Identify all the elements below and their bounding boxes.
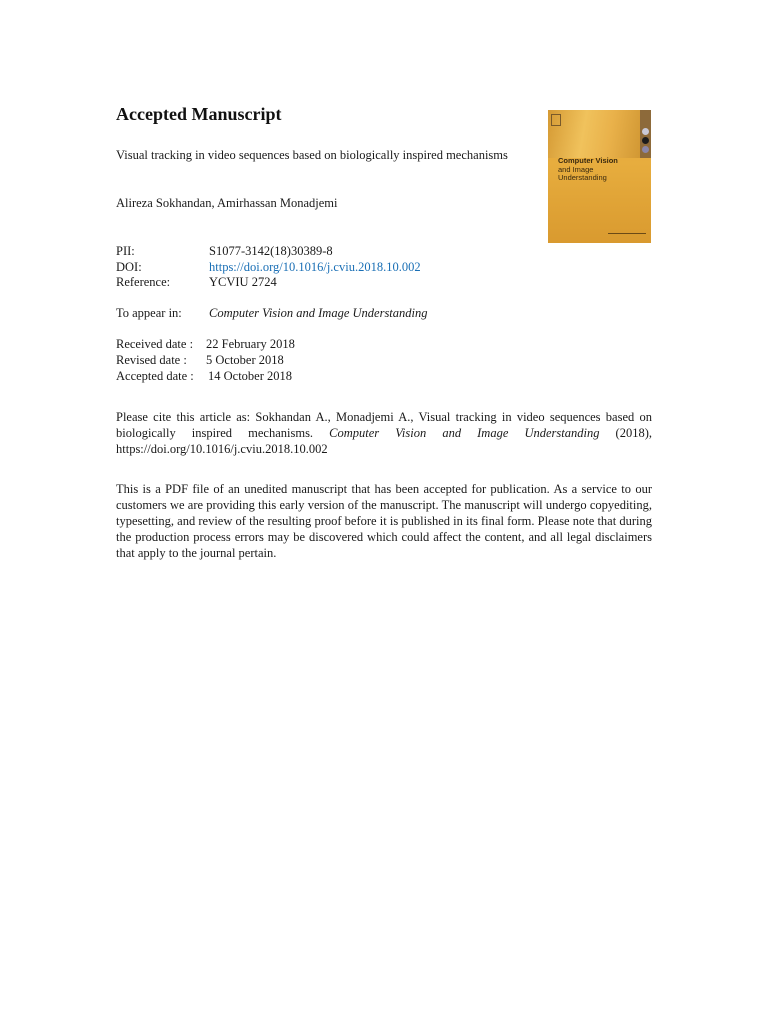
doi-label: DOI: [116, 259, 142, 274]
disclaimer-paragraph: This is a PDF file of an unedited manuscript that has been accepted for publication. As a service to our customers we are providing this early version of the manuscript. The manuscript will undergo copyediting, typesetting, and review of the resulting proof before it is published in its final form. Please note that during the production process errors may be discovered which could affect the content, and all legal disclaimers that apply to the journal pertain. [116, 482, 652, 560]
appear-in-label: To appear in: [116, 306, 182, 320]
dates-block [116, 336, 295, 384]
metadata-block [116, 244, 421, 291]
received-date-row [116, 336, 295, 352]
received-date-label: Received date : [116, 337, 194, 351]
pii-value: S1077-3142(18)30389-8 [209, 244, 333, 258]
article-title: Visual tracking in video sequences based on biologically inspired mechanisms [116, 148, 508, 162]
citation-paragraph [116, 409, 652, 457]
cover-title [558, 157, 638, 183]
citation-journal: Computer Vision and Image Understanding [329, 426, 600, 440]
cover-dot-icon [642, 128, 649, 135]
pii-label: PII: [116, 244, 135, 258]
accepted-date-label: Accepted date : [116, 369, 194, 383]
page-heading: Accepted Manuscript [116, 104, 282, 124]
cover-title-line2: and Image [558, 164, 594, 174]
cover-dot-icon [642, 146, 649, 153]
cover-dot-icon [642, 137, 649, 144]
reference-label: Reference: [116, 275, 171, 289]
revised-date-row [116, 352, 295, 368]
publisher-logo-icon [551, 114, 561, 126]
cover-rule [608, 233, 646, 234]
cover-title-line3: Understanding [558, 173, 607, 182]
pii-row [116, 244, 421, 260]
accepted-date-row [116, 368, 295, 384]
cover-title-line1: Computer Vision [558, 156, 618, 165]
citation-suffix: (2018), https://doi.org/10.1016/j.cviu.2018.10.002 [116, 426, 652, 456]
accepted-date-value: 14 October 2018 [208, 369, 293, 383]
reference-row [116, 275, 421, 291]
article-authors: Alireza Sokhandan, Amirhassan Monadjemi [116, 196, 338, 210]
journal-cover-image [548, 110, 651, 243]
doi-row [116, 260, 421, 276]
revised-date-value: 5 October 2018 [206, 353, 284, 367]
doi-link[interactable]: https://doi.org/10.1016/j.cviu.2018.10.002 [209, 259, 421, 274]
cover-photo-band [548, 110, 651, 158]
citation-prefix: Please cite this article as: Sokhandan A., Monadjemi A., Visual tracking in video sequences based on biologically inspired mechanisms. [116, 410, 652, 440]
journal-name: Computer Vision and Image Understanding [209, 306, 428, 320]
revised-date-label: Revised date : [116, 353, 187, 367]
received-date-value: 22 February 2018 [206, 337, 295, 351]
appear-in-row [116, 306, 428, 321]
reference-value: YCVIU 2724 [209, 275, 277, 289]
